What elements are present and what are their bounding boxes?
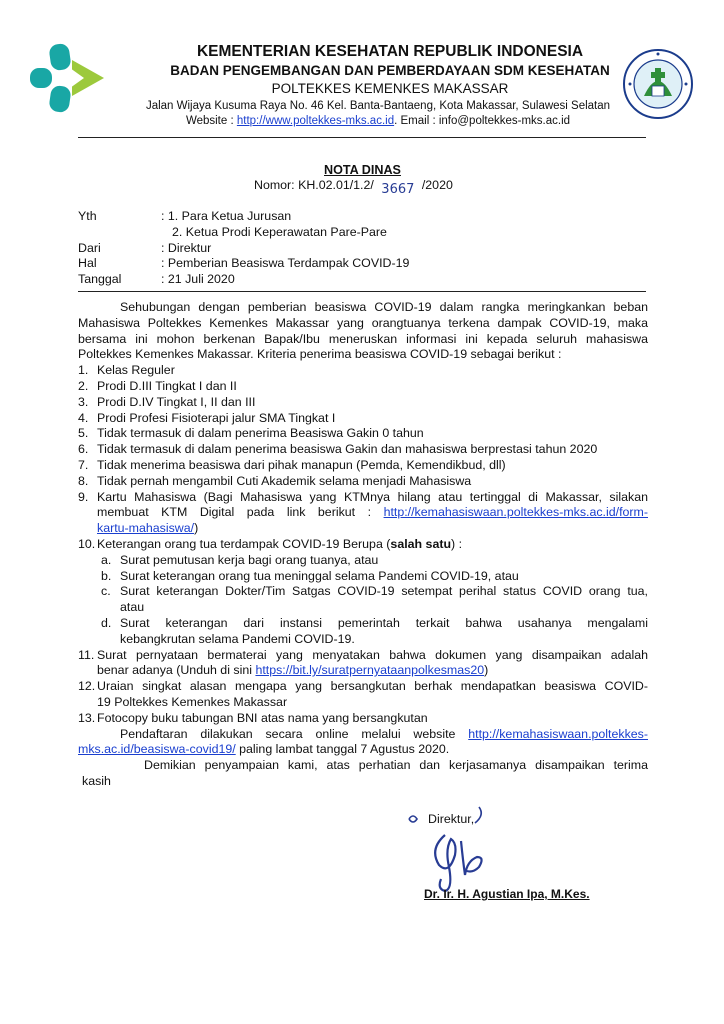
list-item — [78, 458, 648, 474]
item-text: Tidak termasuk di dalam penerima Beasiswa Gakin 0 tahun — [97, 426, 424, 441]
item-number: 12. — [78, 679, 96, 694]
intro-line: Sehubungan dengan pemberian beasiswa COVID-19 dalam rangka meringkankan beban — [120, 300, 648, 314]
registration-line — [78, 742, 648, 758]
sub-item — [97, 616, 648, 648]
sub-text: Surat pemutusan kerja bagi orang tuanya, atau — [120, 552, 379, 567]
list-item — [78, 395, 648, 411]
item9-text: membuat KTM Digital pada link berikut : — [97, 505, 384, 520]
item-text: Tidak termasuk di dalam penerima beasiswa Gakin dan mahasiswa berprestasi tahun 2020 — [97, 442, 598, 457]
item-number: 13. — [78, 710, 96, 725]
ktm-form-link[interactable]: http://kemahasiswaan.poltekkes-mks.ac.id/form- — [383, 505, 648, 520]
item-text: Prodi Profesi Fisioterapi jalur SMA Tingkat I — [97, 410, 336, 425]
item10-bold: salah satu — [390, 536, 452, 551]
item-number: 5. — [78, 426, 89, 441]
meta-block — [78, 209, 638, 288]
sub-text: kebangkrutan selama Pandemi COVID-19. — [120, 631, 355, 646]
agency-name: BADAN PENGEMBANGAN DAN PEMBERDAYAAN SDM KESEHATAN — [170, 63, 610, 78]
list-item — [78, 474, 648, 490]
ktm-form-link-cont[interactable]: kartu-mahasiswa/ — [97, 521, 195, 536]
item-text — [97, 663, 648, 679]
memo-number-suffix: /2020 — [421, 178, 453, 192]
registration-text: Pendaftaran dilakukan secara online melalui website — [120, 726, 469, 741]
contact-line — [118, 115, 638, 127]
item-text: Kartu Mahasiswa (Bagi Mahasiswa yang KTMnya hilang atau tertinggal di Makassar, silakan — [97, 489, 648, 504]
tanggal-value: : 21 Juli 2020 — [161, 272, 235, 287]
item-number: 9. — [78, 489, 89, 504]
list-item — [78, 711, 648, 727]
ministry-name: KEMENTERIAN KESEHATAN REPUBLIK INDONESIA — [196, 43, 584, 60]
yth-value-1: : 1. Para Ketua Jurusan — [161, 209, 292, 223]
email-text: . Email : info@poltekkes-mks.ac.id — [394, 115, 571, 127]
registration-deadline: paling lambat tanggal 7 Agustus 2020. — [235, 742, 450, 757]
list-item — [78, 537, 648, 648]
registration-link[interactable]: http://kemahasiswaan.poltekkes- — [468, 726, 648, 741]
sub-number: d. — [101, 615, 112, 630]
list-item — [78, 426, 648, 442]
memo-number-handwritten: 3667 — [381, 182, 415, 197]
item-number: 2. — [78, 378, 89, 393]
list-item — [78, 648, 648, 680]
hal-label: Hal — [78, 256, 97, 271]
item-text: Tidak pernah mengambil Cuti Akademik selama menjadi Mahasiswa — [97, 473, 472, 488]
item11-close: ) — [484, 663, 489, 678]
dari-value: : Direktur — [161, 240, 212, 255]
item-text: Prodi D.IV Tingkat I, II dan III — [97, 394, 256, 409]
item-number: 11. — [78, 647, 95, 662]
item-number: 10. — [78, 536, 96, 551]
item-number: 4. — [78, 410, 89, 425]
item-text: Kelas Reguler — [97, 363, 175, 378]
item-text: Surat pernyataan bermaterai yang menyatakan bahwa dokumen yang disampaikan adalah — [97, 647, 648, 662]
item-text: Fotocopy buku tabungan BNI atas nama yang bersangkutan — [97, 710, 428, 725]
item-text: Uraian singkat alasan mengapa yang bersangkutan berhak mendapatkan beasiswa COVID- — [97, 679, 648, 694]
list-item — [78, 490, 648, 537]
sub-text: atau — [120, 600, 145, 615]
yth-value-2: 2. Ketua Prodi Keperawatan Pare-Pare — [172, 224, 387, 239]
item-number: 3. — [78, 394, 89, 409]
sub-item — [97, 584, 648, 616]
dari-label: Dari — [78, 240, 101, 255]
signature-role: Direktur, — [428, 812, 475, 826]
hal-value: : Pemberian Beasiswa Terdampak COVID-19 — [161, 256, 410, 271]
website-link[interactable]: http://www.poltekkes-mks.ac.id — [236, 115, 395, 127]
website-label: Website : — [185, 115, 234, 127]
item-number: 7. — [78, 457, 89, 472]
closing-line: Demikian penyampaian kami, atas perhatian dan kerjasamanya disampaikan terima — [144, 758, 648, 773]
item-number: 6. — [78, 442, 89, 457]
item-number: 1. — [78, 363, 89, 378]
memo-number-prefix: Nomor: KH.02.01/1.2/ — [254, 178, 374, 192]
criteria-list — [78, 363, 648, 726]
sub-text: Surat keterangan orang tua meninggal selama Pandemi COVID-19, atau — [120, 568, 519, 583]
item10-post: ) : — [451, 536, 463, 551]
list-item — [78, 442, 648, 458]
statement-form-link[interactable]: https://bit.ly/suratpernyataanpolkesmas20 — [255, 663, 485, 678]
tanggal-label: Tanggal — [78, 272, 122, 287]
list-item — [78, 379, 648, 395]
meta-divider — [78, 291, 646, 292]
item9-close: ) — [194, 521, 199, 536]
signatory-name: Dr. Ir. H. Agustian Ipa, M.Kes. — [424, 887, 590, 901]
intro-line: bersama ini mohon berkenan Bapak/Ibu meneruskan informasi ini kepada seluruh mahasiswa — [78, 331, 648, 346]
item-text — [97, 537, 648, 553]
list-item — [78, 363, 648, 379]
sub-number: a. — [101, 552, 112, 567]
sub-item — [97, 553, 648, 569]
list-item — [78, 411, 648, 427]
address: Jalan Wijaya Kusuma Raya No. 46 Kel. Banta-Bantaeng, Kota Makassar, Sulawesi Selatan — [145, 100, 611, 112]
registration-line — [78, 727, 648, 743]
intro-line: Mahasiswa Poltekkes Kemenkes Makassar yang orangtuanya terkena dampak COVID-19, maka — [78, 315, 648, 330]
sub-number: b. — [101, 568, 112, 583]
sub-text: Surat keterangan dari instansi pemerintah terkait bahwa usahanya mengalami — [120, 615, 648, 630]
closing-line: kasih — [82, 773, 111, 788]
item-text: Tidak menerima beasiswa dari pihak manapun (Pemda, Kemendikbud, dll) — [97, 457, 506, 472]
letterhead-divider — [78, 137, 646, 138]
sub-item — [97, 569, 648, 585]
item11-text: benar adanya (Unduh di sini — [97, 663, 256, 678]
sub-number: c. — [101, 584, 111, 599]
item-text: Prodi D.III Tingkat I dan II — [97, 378, 237, 393]
kemenkes-logo — [26, 38, 106, 118]
registration-link-cont[interactable]: mks.ac.id/beasiswa-covid19/ — [78, 742, 236, 757]
sub-text: Surat keterangan Dokter/Tim Satgas COVID-19 setempat perihal status COVID orang tua, — [120, 584, 648, 599]
yth-label: Yth — [78, 209, 97, 223]
list-item — [78, 679, 648, 711]
item-text — [97, 505, 648, 521]
memo-body — [78, 300, 648, 790]
institution-name: POLTEKKES KEMENKES MAKASSAR — [271, 81, 509, 96]
memo-title: NOTA DINAS — [324, 163, 401, 177]
item-number: 8. — [78, 473, 89, 488]
handwritten-signature — [405, 805, 505, 895]
memo-number — [254, 178, 453, 197]
item-text: 19 Poltekkes Kemenkes Makassar — [97, 694, 288, 709]
item10-pre: Keterangan orang tua terdampak COVID-19 Berupa ( — [97, 536, 391, 551]
intro-line: Poltekkes Kemenkes Makassar. Kriteria penerima beasiswa COVID-19 sebagai berikut : — [78, 347, 562, 362]
